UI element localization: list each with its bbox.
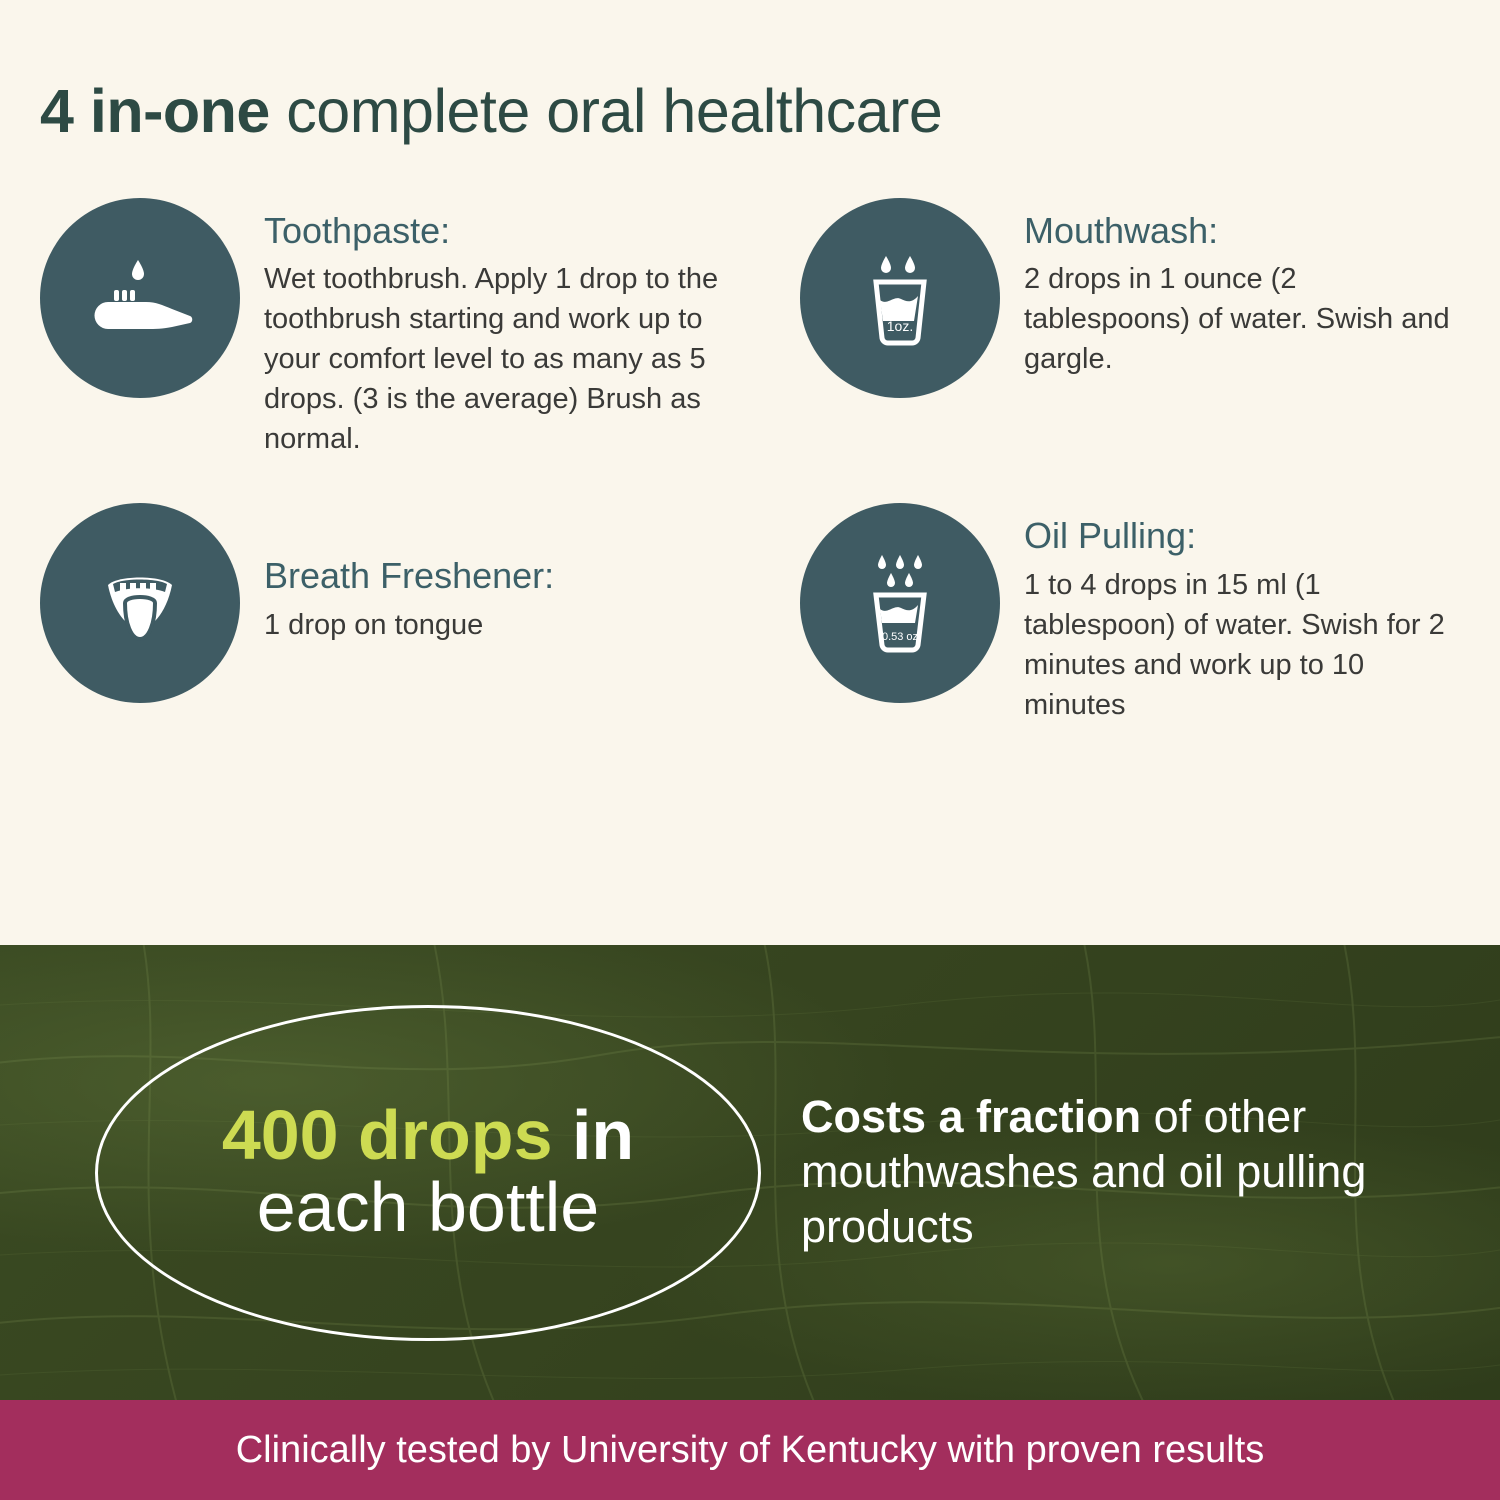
feature-toothpaste [40,198,800,459]
feature-breath-freshener-text [264,503,554,644]
glass-half-ounce-icon [840,543,960,663]
feature-breath-freshener-title: Breath Freshener: [264,555,555,597]
drops-count-in: in [552,1096,635,1175]
features-grid [40,198,1460,725]
cost-claim-rest: of other mouthwashes and oil pulling products [801,1091,1367,1252]
promo-section [0,945,1500,1400]
glass-label-053oz: 0.53 oz [881,631,919,644]
cost-claim-strong: Costs a fraction [801,1091,1142,1143]
drops-count-badge [95,1005,761,1341]
feature-mouthwash-title: Mouthwash: [1024,210,1219,251]
feature-oil-pulling-title: Oil Pulling: [1024,515,1197,557]
drops-count-line1 [221,1096,635,1175]
feature-oil-pulling-body: 1 to 4 drops in 15 ml (1 tablespoon) of water. Swish for 2 minutes and work up to 10 minutes [1024,568,1445,721]
mouth-tongue-drop-icon-circle [40,503,240,703]
glass-label-1oz: 1oz. [886,318,914,334]
glass-one-ounce-icon [840,238,960,358]
feature-breath-freshener [40,503,800,724]
page-title-bold: 4 in-one [40,77,270,145]
feature-oil-pulling [800,503,1460,724]
feature-toothpaste-body: Wet toothbrush. Apply 1 drop to the toothbrush starting and work up to your comfort level to as many as 5 drops. (3 is the average) Brush as normal. [264,263,719,456]
promo-inner [0,1005,1500,1341]
footer-text: Clinically tested by University of Kentucky with proven results [235,1428,1265,1471]
glass-one-ounce-icon-circle [800,198,1000,398]
page-title [40,76,1460,146]
feature-oil-pulling-text [1024,503,1460,724]
toothbrush-icon [80,238,200,358]
glass-half-ounce-icon-circle [800,503,1000,703]
feature-breath-freshener-body: 1 drop on tongue [264,608,484,641]
feature-mouthwash-body: 2 drops in 1 ounce (2 tablespoons) of water. Swish and gargle. [1024,263,1450,376]
toothbrush-icon-circle [40,198,240,398]
page-title-rest: complete oral healthcare [269,77,943,145]
feature-toothpaste-title: Toothpaste: [264,210,451,251]
footer-band [0,1400,1500,1500]
feature-mouthwash [800,198,1460,459]
feature-mouthwash-text [1024,198,1460,379]
drops-count-number: 400 drops [221,1096,553,1175]
cost-claim [801,1090,1421,1255]
mouth-tongue-drop-icon [80,543,200,663]
drops-count-line2: each bottle [256,1168,600,1247]
feature-toothpaste-text [264,198,734,459]
